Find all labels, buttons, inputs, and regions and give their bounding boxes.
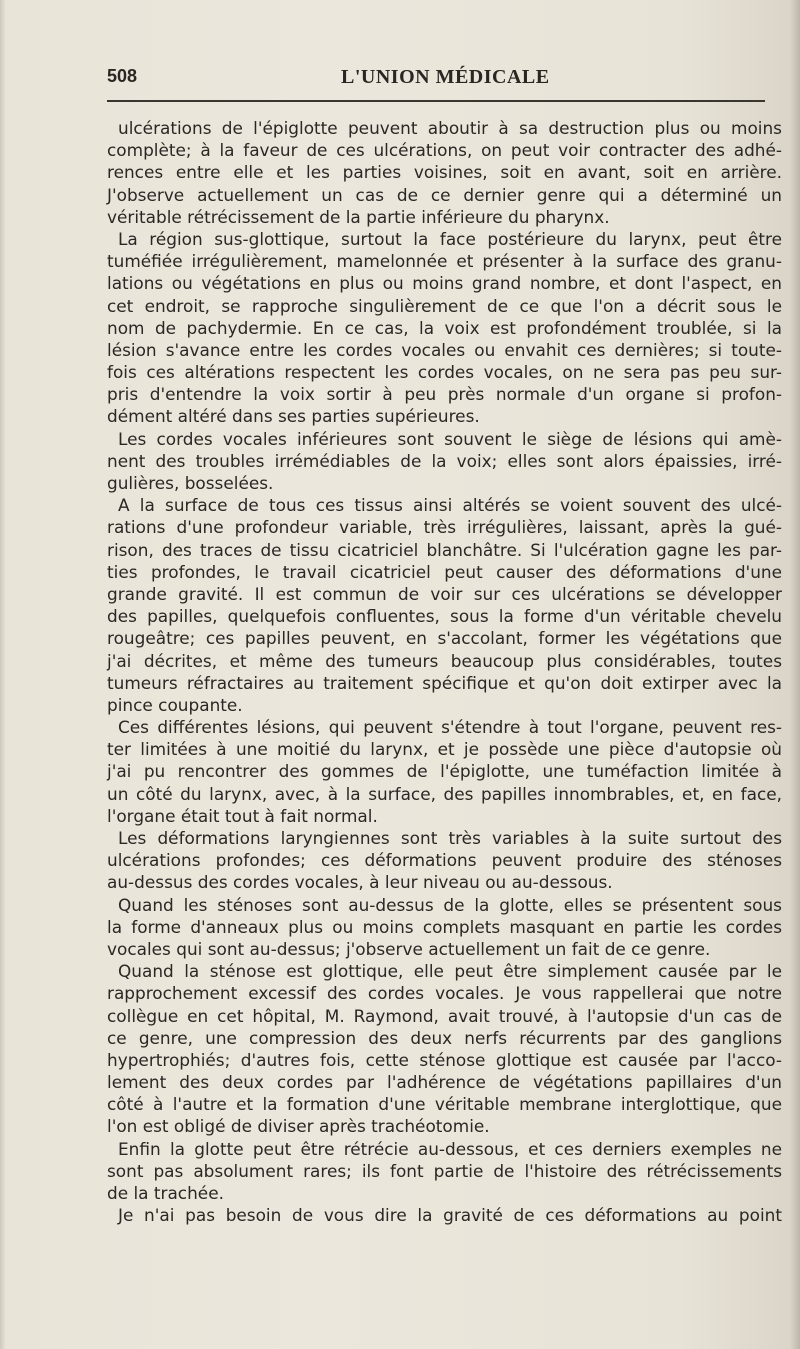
text-line: des papilles, quelquefois confluentes, sous la forme d'un véritable chevelu — [107, 606, 782, 627]
paragraph — [107, 117, 782, 228]
text-line: rougeâtre; ces papilles peuvent, en s'accolant, former les végétations que — [107, 628, 782, 649]
text-line: Les cordes vocales inférieures sont souvent le siège de lésions qui amè- — [118, 428, 782, 449]
text-line: Je n'ai pas besoin de vous dire la gravité de ces déformations au point — [118, 1205, 782, 1226]
text-line: La région sus-glottique, surtout la face postérieure du larynx, peut être — [118, 228, 782, 249]
text-line: grande gravité. Il est commun de voir sur ces ulcérations se développer — [107, 583, 782, 604]
text-line: J'observe actuellement un cas de ce dernier genre qui a déterminé un — [107, 184, 782, 205]
text-line: Quand les sténoses sont au-dessus de la glotte, elles se présentent sous — [118, 894, 782, 915]
text-line: l'on est obligé de diviser après trachéotomie. — [107, 1116, 490, 1137]
paragraph — [107, 894, 782, 961]
paragraph — [107, 228, 782, 428]
text-line: hypertrophiés; d'autres fois, cette sténose glottique est causée par l'acco- — [107, 1049, 782, 1070]
text-line: ce genre, une compression des deux nerfs récurrents par des ganglions — [107, 1027, 782, 1048]
text-line: nom de pachydermie. En ce cas, la voix est profondément troublée, si la — [107, 317, 782, 338]
text-line: lations ou végétations en plus ou moins grand nombre, et dont l'aspect, en — [107, 273, 782, 294]
text-line: pince coupante. — [107, 694, 243, 715]
text-line: fois ces altérations respectent les cordes vocales, on ne sera pas peu sur- — [107, 362, 782, 383]
paragraph — [107, 428, 782, 495]
text-line: un côté du larynx, avec, à la surface, des papilles innombrables, et, en face, — [107, 783, 782, 804]
text-line: rations d'une profondeur variable, très irrégulières, laissant, après la gué- — [107, 517, 782, 538]
text-line: tuméfiée irrégulièrement, mamelonnée et présenter à la surface des granu- — [107, 251, 782, 272]
text-line: nent des troubles irrémédiables de la voix; elles sont alors épaissies, irré- — [107, 450, 782, 471]
text-line: vocales qui sont au-dessus; j'observe actuellement un fait de ce genre. — [107, 938, 711, 959]
header-rule — [107, 100, 765, 102]
text-line: Les déformations laryngiennes sont très variables à la suite surtout des — [118, 828, 782, 848]
paragraph — [107, 716, 782, 827]
text-line: cet endroit, se rapproche singulièrement de ce que l'on a décrit sous le — [107, 295, 782, 316]
text-line: rapprochement excessif des cordes vocales. Je vous rappellerai que notre — [107, 983, 782, 1004]
text-line: ulcérations de l'épiglotte peuvent aboutir à sa destruction plus ou moins — [118, 118, 782, 138]
running-title: L'UNION MÉDICALE — [341, 66, 550, 88]
text-line: ulcérations profondes; ces déformations peuvent produire des sténoses — [107, 850, 782, 871]
text-line: gulières, bosselées. — [107, 473, 274, 493]
text-line: sont pas absolument rares; ils font partie de l'histoire des rétrécissements — [107, 1160, 782, 1181]
body-text — [107, 117, 782, 1226]
text-line: la forme d'anneaux plus ou moins complets masquant en partie les cordes — [107, 916, 782, 937]
paragraph — [107, 494, 782, 716]
text-line: ter limitées à une moitié du larynx, et je possède une pièce d'autopsie où — [107, 739, 782, 760]
paragraph — [107, 1204, 782, 1226]
text-line: Ces différentes lésions, qui peuvent s'étendre à tout l'organe, peuvent res- — [118, 717, 782, 738]
text-line: j'ai pu rencontrer des gommes de l'épiglotte, une tuméfaction limitée à — [107, 761, 782, 782]
text-line: dément altéré dans ses parties supérieures. — [107, 406, 480, 427]
text-line: Quand la sténose est glottique, elle peut être simplement causée par le — [118, 961, 782, 982]
text-line: rison, des traces de tissu cicatriciel blanchâtre. Si l'ulcération gagne les par- — [107, 539, 782, 560]
text-line: véritable rétrécissement de la partie inférieure du pharynx. — [107, 206, 610, 227]
text-line: complète; à la faveur de ces ulcérations, on peut voir contracter des adhé- — [107, 140, 782, 161]
text-line: ties profondes, le travail cicatriciel peut causer des déformations d'une — [107, 561, 782, 582]
text-line: rences entre elle et les parties voisines, soit en avant, soit en arrière. — [107, 162, 782, 183]
paragraph — [107, 1138, 782, 1205]
text-line: pris d'entendre la voix sortir à peu près normale d'un organe si profon- — [107, 384, 782, 405]
text-line: Enfin la glotte peut être rétrécie au-dessous, et ces derniers exemples ne — [118, 1138, 782, 1159]
page-number: 508 — [107, 66, 138, 86]
text-line: j'ai décrites, et même des tumeurs beaucoup plus considérables, toutes — [107, 650, 782, 671]
paragraph — [107, 827, 782, 894]
text-line: de la trachée. — [107, 1183, 224, 1203]
running-header — [107, 66, 767, 96]
text-line: l'organe était tout à fait normal. — [107, 805, 378, 826]
text-line: lement des deux cordes par l'adhérence de végétations papillaires d'un — [107, 1072, 782, 1093]
text-line: A la surface de tous ces tissus ainsi altérés se voient souvent des ulcé- — [118, 495, 782, 516]
text-line: collègue en cet hôpital, M. Raymond, avait trouvé, à l'autopsie d'un cas de — [107, 1005, 782, 1026]
text-line: tumeurs réfractaires au traitement spécifique et qu'on doit extirper avec la — [107, 672, 782, 693]
paragraph — [107, 960, 782, 1138]
text-line: au-dessus des cordes vocales, à leur niveau ou au-dessous. — [107, 872, 613, 893]
text-line: lésion s'avance entre les cordes vocales ou envahit ces dernières; si toute- — [107, 339, 782, 360]
text-line: côté à l'autre et la formation d'une véritable membrane interglottique, que — [107, 1094, 782, 1115]
